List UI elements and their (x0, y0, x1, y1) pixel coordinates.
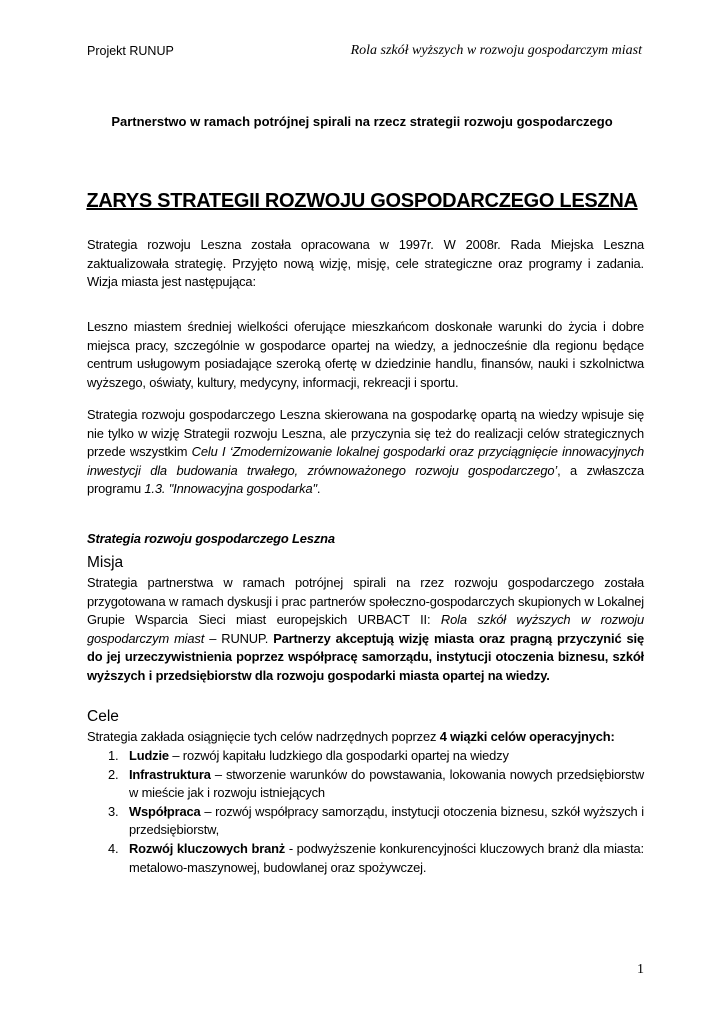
item-number: 1. (108, 748, 119, 763)
intro-paragraph-1: Strategia rozwoju Leszna została opracowana w 1997r. W 2008r. Rada Miejska Leszna zaktualizowała strategię. Przyjęto nową wizję, misję, cele strategiczne oraz programy i zadania. Wizja miasta jest następująca: (87, 237, 644, 290)
goal-quote: Celu I ‘Zmodernizowanie lokalnej gospodarki oraz przyciągnięcie innowacyjnych inwestycji dla budowania trwałego, zrównoważonego rozwoju gospodarczego’ (87, 444, 644, 478)
vision-paragraph: Leszno miastem średniej wielkości oferujące mieszkańcom doskonałe warunki do życia i dobre miejsca pracy, szczególnie w gospodarce opartej na wiedzy, a jednocześnie dla regionu będące centrum usługowym posiadające szeroką ofertę w dziedzinie handlu, finansów, nauki i szkolnictwa wyższego, oświaty, kultury, medycyny, informacji, rekreacji i sportu. (87, 319, 644, 390)
project-name: Rola szkół wyższych w rozwoju gospodarczym miast (87, 612, 645, 646)
intro-paragraph-3 (87, 406, 644, 499)
item-number: 2. (108, 766, 119, 782)
list-item (108, 840, 644, 877)
text: . (316, 481, 321, 497)
cele-heading: Cele (87, 708, 119, 725)
item-text: – rozwój kapitału ludzkiego dla gospodarki opartej na wiedzy (168, 748, 509, 763)
misja-paragraph (87, 574, 644, 686)
page-number: 1 (637, 962, 644, 977)
misja-heading: Misja (87, 554, 124, 571)
program-name: 1.3. "Innowacyjna gospodarka" (144, 481, 317, 497)
item-text: – stworzenie warunków do powstawania, lokowania nowych przedsiębiorstw w mieście jak i rozwoju istniejących (129, 766, 644, 801)
text: Strategia partnerstwa w ramach potrójnej spirali na rzez rozwoju gospodarczego została przygotowana w ramach dyskusji i prac partnerów społeczno-gospodarczych skupionych w Lokalnej Grupie Wsparcia Sieci miast europejskich URBACT II: (87, 575, 644, 628)
header-title: Rola szkół wyższych w rozwoju gospodarczym miast (350, 43, 642, 58)
item-text: – rozwój współpracy samorządu, instytucji otoczenia biznesu, szkół wyższych i przedsiębiorstw, (129, 803, 644, 838)
goal-bundles: 4 wiązki celów operacyjnych: (439, 729, 615, 744)
list-item (108, 803, 644, 840)
document-title: ZARYS STRATEGII ROZWOJU GOSPODARCZEGO LESZNA (86, 190, 638, 212)
cele-intro (87, 728, 644, 747)
item-term: Współpraca (129, 803, 201, 819)
section-label: Strategia rozwoju gospodarczego Leszna (87, 531, 335, 546)
item-number: 4. (108, 840, 119, 856)
partners-statement: Partnerzy akceptują wizję miasta oraz pragną przyczynić się do jej urzeczywistnienia poprzez współpracę samorządu, instytucji otoczenia biznesu, szkół wyższych i przedsiębiorstw dla rozwoju gospodarki miasta opartej na wiedzy. (87, 630, 645, 683)
header-project: Projekt RUNUP (87, 44, 174, 58)
text: , a zwłaszcza programu (87, 462, 645, 497)
goals-list (108, 747, 644, 877)
document-subtitle: Partnerstwo w ramach potrójnej spirali na rzecz strategii rozwoju gospodarczego (111, 114, 613, 129)
text: Strategia rozwoju gospodarczego Leszna skierowana na gospodarkę opartą na wiedzy wpisuje się nie tylko w wizję Strategii rozwoju Leszna, ale przyczynia się też do realizacji celów strategicznych przede wszystkim (87, 407, 644, 460)
text: – RUNUP. (204, 630, 274, 646)
item-term: Rozwój kluczowych branż (129, 840, 286, 856)
item-term: Infrastruktura (129, 766, 211, 782)
item-term: Ludzie (129, 748, 169, 763)
list-item (108, 747, 644, 766)
list-item (108, 766, 644, 803)
item-text: - podwyższenie konkurencyjności kluczowych branż dla miasta: metalowo-maszynowej, budowlanej oraz spożywczej. (129, 840, 644, 875)
item-number: 3. (108, 803, 119, 819)
text: Strategia zakłada osiągnięcie tych celów nadrzędnych poprzez (87, 729, 440, 744)
